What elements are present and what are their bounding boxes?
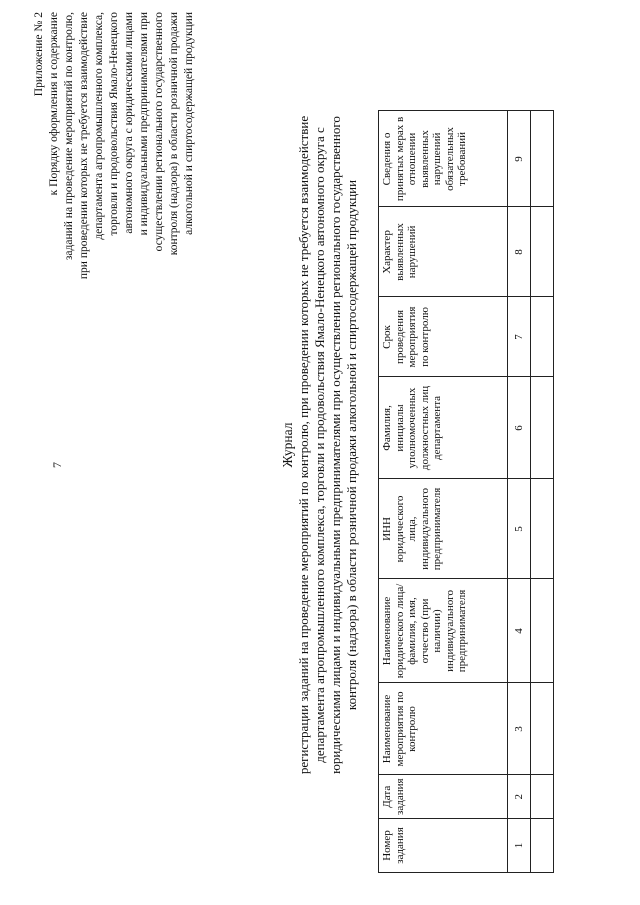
column-number-cell: 3	[508, 683, 531, 775]
empty-cell	[531, 377, 554, 479]
header-cell: Фамилия, инициалы уполномоченных должностных лиц департамента	[379, 377, 508, 479]
column-number-cell: 5	[508, 479, 531, 579]
empty-row	[531, 111, 554, 873]
column-number-row	[508, 111, 531, 873]
empty-cell	[531, 207, 554, 297]
empty-cell	[531, 579, 554, 683]
journal-heading	[280, 25, 360, 865]
column-number-cell: 7	[508, 297, 531, 377]
empty-cell	[531, 683, 554, 775]
column-number-cell: 2	[508, 775, 531, 819]
header-row	[379, 111, 508, 873]
appendix-block	[32, 12, 197, 402]
appendix-line: и индивидуальными предпринимателями при	[138, 12, 150, 236]
journal-subtitle-line: контроля (надзора) в области розничной продажи алкогольной и спиртосодержащей продукции	[344, 179, 359, 711]
page-number: 7	[50, 462, 64, 468]
header-cell: Сведения о принятых мерах в отношении выявленных нарушений обязательных требований	[379, 111, 508, 207]
header-cell: Срок проведения мероприятия по контролю	[379, 297, 508, 377]
column-number-cell: 4	[508, 579, 531, 683]
header-cell: Наименование юридического лица/ фамилия, имя, отчество (при наличии) индивидуального предпринимателя	[379, 579, 508, 683]
empty-cell	[531, 479, 554, 579]
column-number-cell: 9	[508, 111, 531, 207]
journal-subtitle-line: департамента агропромышленного комплекса, торговли и продовольствия Ямало-Ненецкого автономного округа с	[312, 127, 327, 763]
appendix-line: контроля (надзора) в области розничной продажи	[168, 12, 180, 256]
appendix-line: Приложение № 2	[33, 12, 45, 97]
registration-table	[378, 110, 554, 873]
header-cell: ИНН юридического лица, индивидуального предпринимателя	[379, 479, 508, 579]
appendix-line: департамента агропромышленного комплекса,	[93, 12, 105, 240]
column-number-cell: 8	[508, 207, 531, 297]
appendix-line: автономного округа с юридическими лицами	[123, 12, 135, 234]
column-number-cell: 6	[508, 377, 531, 479]
header-cell: Номер задания	[379, 819, 508, 873]
header-cell: Дата задания	[379, 775, 508, 819]
journal-subtitle-line: юридическими лицами и индивидуальными предпринимателями при осуществлении регионального государственного	[328, 116, 343, 774]
appendix-line: алкогольной и спиртосодержащей продукции	[183, 12, 195, 235]
journal-subtitle-line: регистрации заданий на проведение мероприятий по контролю, при проведении которых не требуется взаимодействие	[296, 115, 311, 775]
header-cell: Характер выявленных нарушений	[379, 207, 508, 297]
empty-cell	[531, 775, 554, 819]
appendix-line: заданий на проведение мероприятий по контролю,	[63, 12, 75, 261]
header-cell: Наименование мероприятия по контролю	[379, 683, 508, 775]
empty-cell	[531, 819, 554, 873]
column-number-cell: 1	[508, 819, 531, 873]
appendix-line: при проведении которых не требуется взаимодействие	[78, 12, 90, 280]
journal-title: Журнал	[280, 422, 295, 468]
appendix-line: осуществлении регионального государственного	[153, 12, 165, 252]
empty-cell	[531, 297, 554, 377]
appendix-line: торговли и продовольствия Ямало-Ненецкого	[108, 12, 120, 236]
empty-cell	[531, 111, 554, 207]
appendix-line: к Порядку оформления и содержание	[48, 12, 60, 196]
